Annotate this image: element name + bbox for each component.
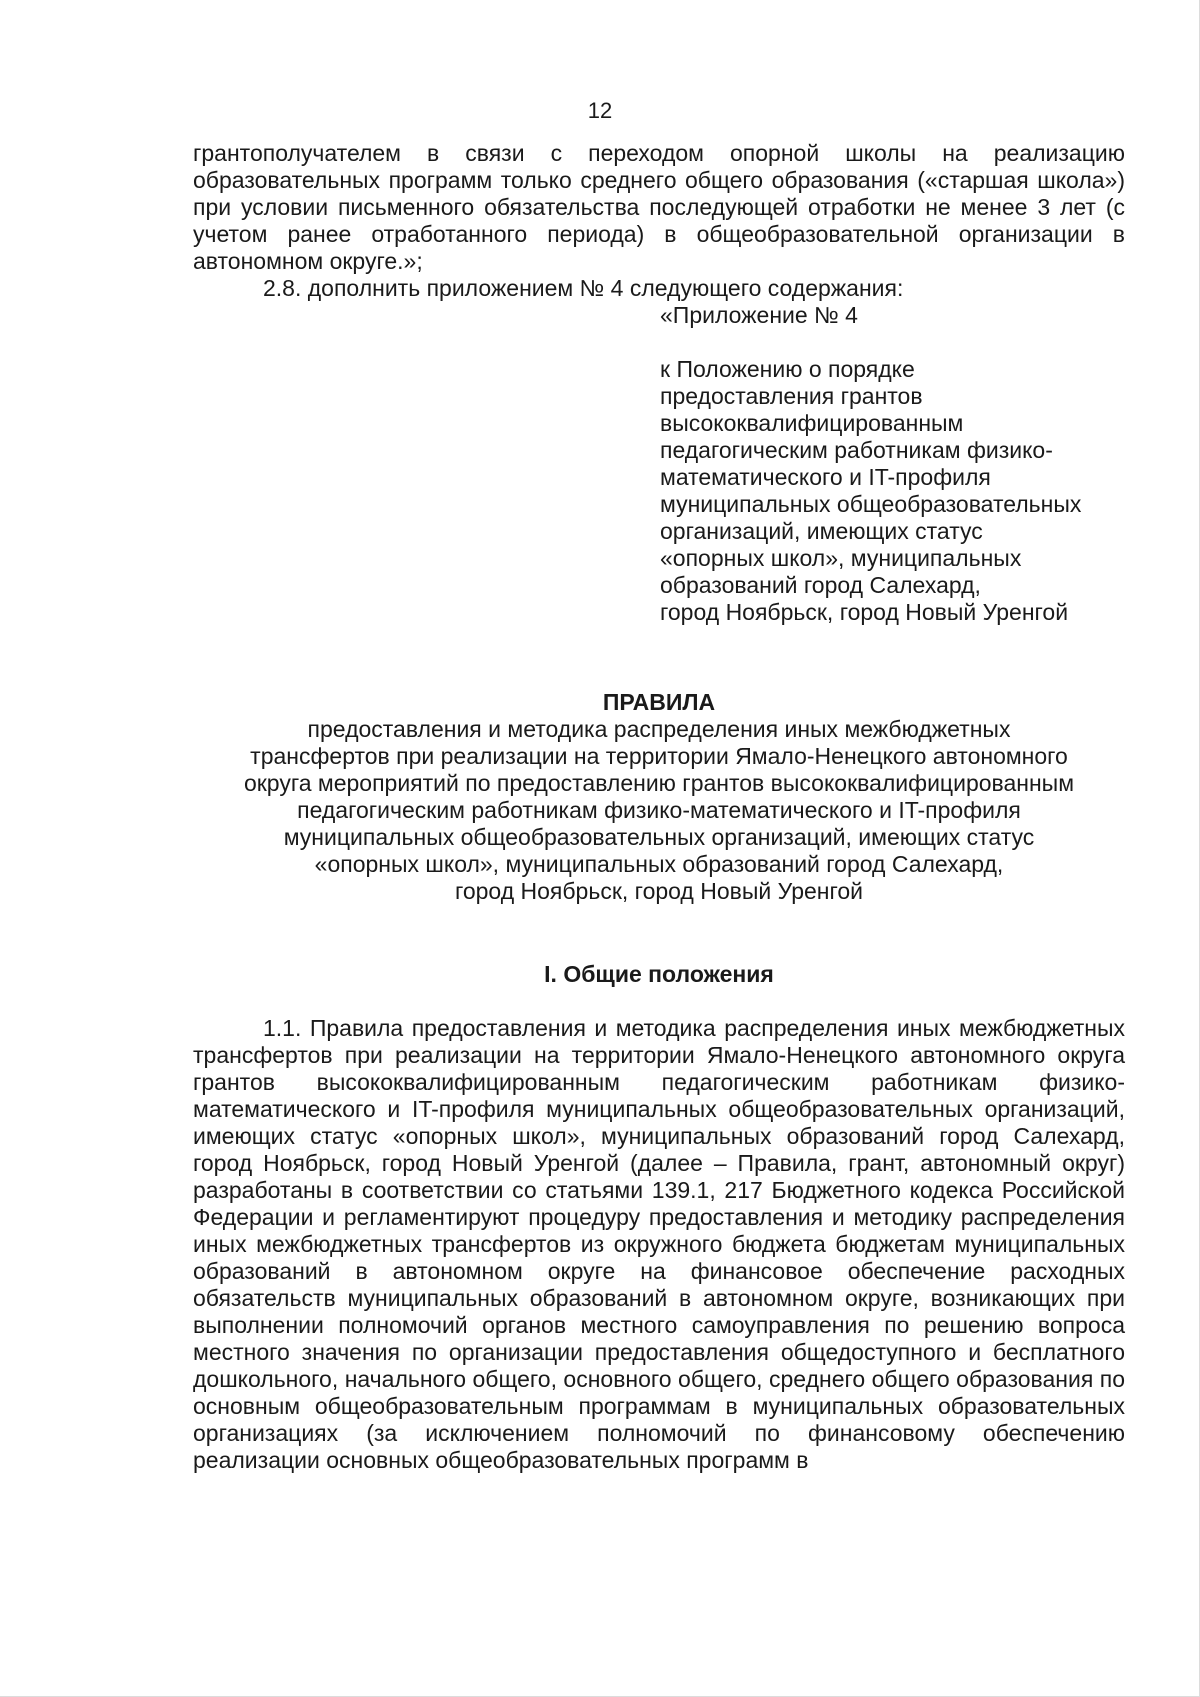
page-number: 12 bbox=[587, 98, 613, 123]
section-heading: I. Общие положения bbox=[544, 961, 774, 987]
appendix-block bbox=[660, 302, 1125, 626]
intro-paragraph: грантополучателем в связи с переходом опорной школы на реализацию образовательных программ только среднего общего образования («старшая школа») при условии письменного обязательства последующей отработки не менее 3 лет (с учетом ранее отработанного периода) в общеобразовательной организации в автономном округе.»; bbox=[193, 140, 1125, 274]
paragraph-1-1: 1.1. Правила предоставления и методика распределения иных межбюджетных трансфертов при реализации на территории Ямало-Ненецкого автономного округа грантов высококвалифицированным педагогическим работникам физико-математического и IT-профиля муниципальных общеобразовательных организаций, имеющих статус «опорных школ», муниципальных образований город Салехард, город Ноябрьск, город Новый Уренгой (далее – Правила, грант, автономный округ) разработаны в соответствии со статьями 139.1, 217 Бюджетного кодекса Российской Федерации и регламентируют процедуру предоставления и методику распределения иных межбюджетных трансфертов из окружного бюджета бюджетам муниципальных образований в автономном округе на финансовое обеспечение расходных обязательств муниципальных образований в автономном округе, возникающих при выполнении полномочий органов местного самоуправления по решению вопроса местного значения по организации предоставления общедоступного и бесплатного дошкольного, начального общего, основного общего, среднего общего образования по основным общеобразовательным программам в муниципальных образовательных организациях (за исключением полномочий по финансовому обеспечению реализации основных общеобразовательных программ в bbox=[193, 1015, 1125, 1473]
rules-title: ПРАВИЛА bbox=[602, 689, 716, 715]
amendment-item-2-8: 2.8. дополнить приложением № 4 следующего содержания: bbox=[263, 275, 904, 301]
rules-subtitle: предоставления и методика распределения иных межбюджетных трансфертов при реализации на территории Ямало-Ненецкого автономного округа мероприятий по предоставлению грантов высококвалифицированным педагогическим работникам физико-математического и IT-профиля муниципальных общеобразовательных организаций, имеющих статус «опорных школ», муниципальных образований город Салехард, город Ноябрьск, город Новый Уренгой bbox=[243, 716, 1075, 904]
document-body bbox=[193, 140, 1125, 1474]
appendix-title: «Приложение № 4 bbox=[660, 302, 858, 328]
appendix-reference: к Положению о порядке предоставления грантов высококвалифицированным педагогическим работникам физико- математического и IT-профиля муниципальных общеобразовательных организаций, имеющих статус «опорных школ», муниципальных образований город Салехард, город Ноябрьск, город Новый Уренгой bbox=[660, 356, 1082, 625]
